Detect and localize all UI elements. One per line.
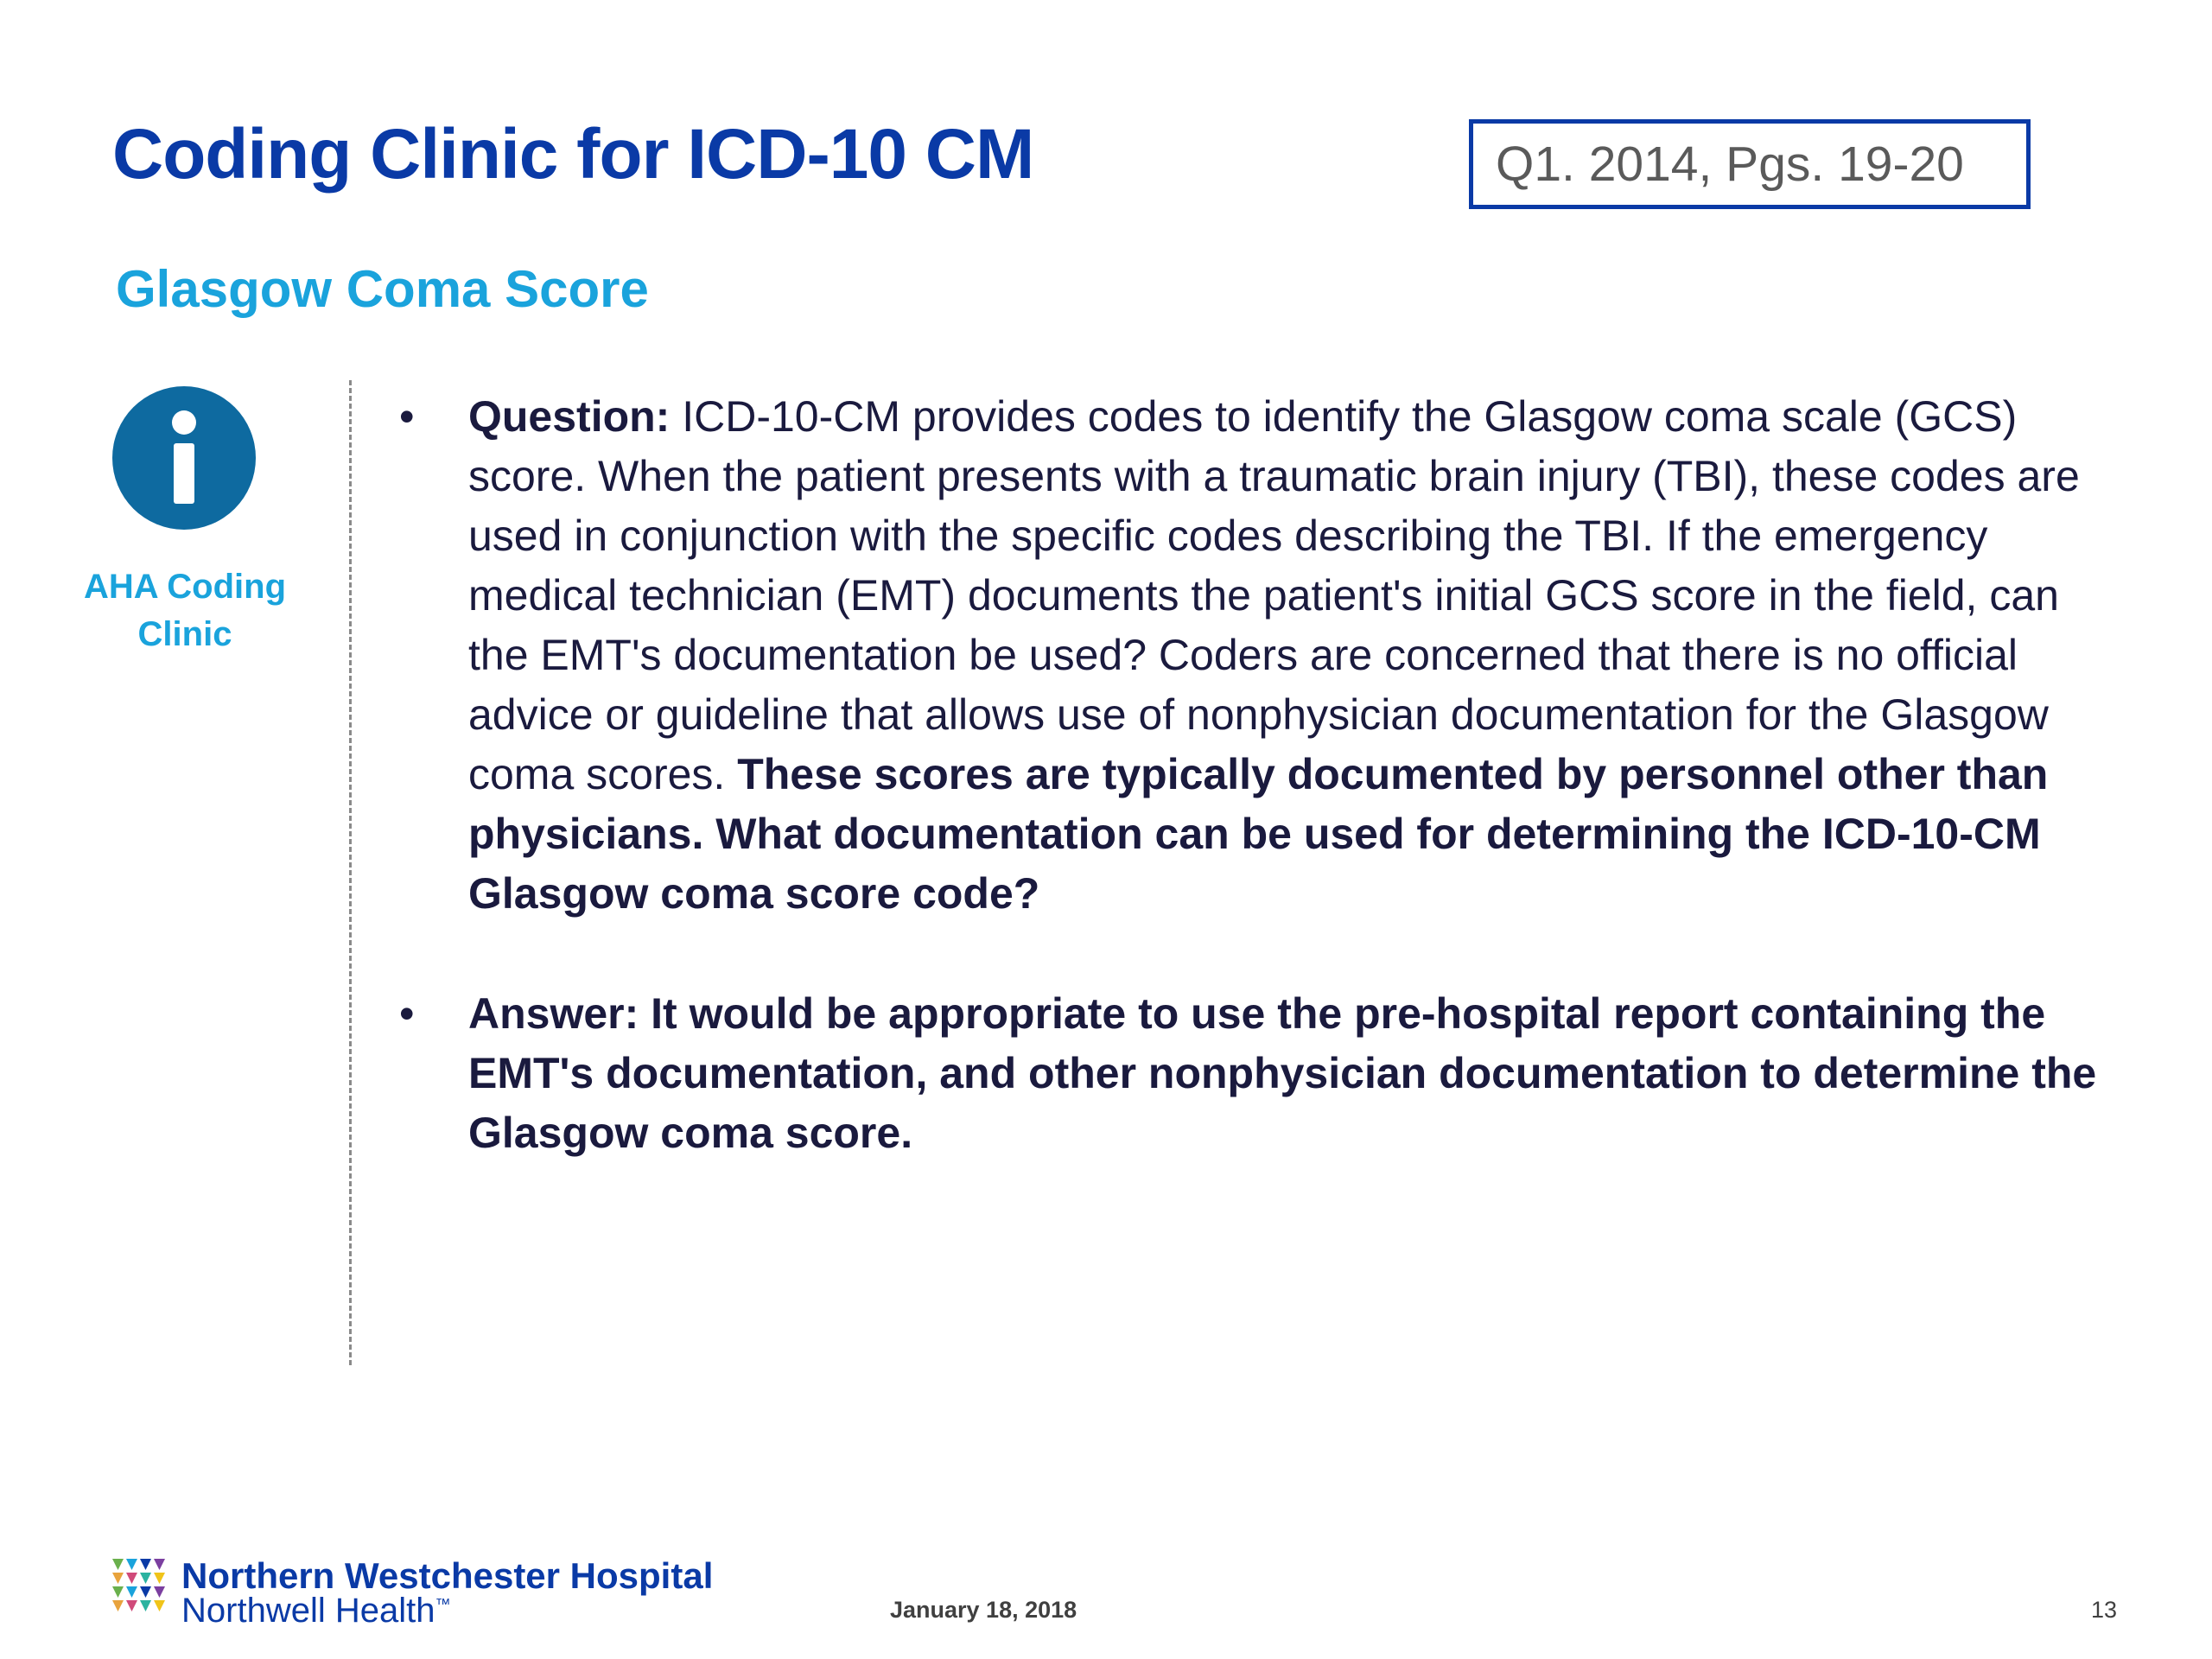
- logo-triangle: [112, 1600, 124, 1611]
- source-label: AHA Coding Clinic: [83, 568, 287, 653]
- info-icon: [112, 386, 256, 530]
- logo-hospital-name: Northern Westchester Hospital: [181, 1555, 714, 1596]
- logo-triangle: [140, 1600, 151, 1611]
- logo-triangle: [112, 1586, 124, 1598]
- logo-triangle: [140, 1586, 151, 1598]
- logo-triangle: [126, 1586, 137, 1598]
- citation-box: [1469, 119, 2031, 209]
- logo-triangle: [154, 1586, 165, 1598]
- logo-triangle: [112, 1559, 124, 1570]
- logo-triangle: [112, 1573, 124, 1584]
- question-text: ICD-10-CM provides codes to identify the Glasgow coma scale (GCS) score. When the patient presents with a traumatic brain injury (TBI), these codes are used in conjunction with the specific codes describing the TBI. If the emergency medical technician (EMT) documents the patient's initial GCS score in the field, can the EMT's documentation be used? Coders are concerned that there is no official advice or guideline that allows use of nonphysician documentation for the Glasgow coma scores.: [468, 392, 2080, 798]
- vertical-divider: [349, 380, 352, 1365]
- answer-text: Answer: It would be appropriate to use the pre-hospital report containing the EMT's documentation, and other nonphysician documentation to determine the Glasgow coma score.: [468, 989, 2097, 1157]
- slide-subtitle: Glasgow Coma Score: [116, 260, 649, 318]
- logo-triangle: [126, 1600, 137, 1611]
- page-number: 13: [2091, 1597, 2118, 1623]
- logo-triangle: [126, 1559, 137, 1570]
- logo-triangle: [126, 1573, 137, 1584]
- content-area: [396, 387, 2124, 1163]
- question-label: Question:: [468, 392, 671, 441]
- question-bullet: [396, 387, 2124, 924]
- logo-triangle: [140, 1559, 151, 1570]
- bullet-marker: •: [399, 392, 415, 441]
- logo-triangle: [154, 1559, 165, 1570]
- logo-triangle: [140, 1573, 151, 1584]
- logo-triangle: [154, 1573, 165, 1584]
- citation-text: Q1. 2014, Pgs. 19-20: [1496, 137, 1964, 192]
- bullet-marker: •: [399, 989, 415, 1038]
- slide-title: Coding Clinic for ICD-10 CM: [112, 115, 1034, 194]
- logo-triangle: [154, 1600, 165, 1611]
- question-emphasis: These scores are typically documented by personnel other than physicians. What documentation can be used for determining the ICD-10-CM Glasgow coma score code?: [468, 750, 2049, 918]
- answer-bullet: [396, 984, 2124, 1163]
- logo-mark-icon: [112, 1559, 169, 1616]
- footer-date: January 18, 2018: [890, 1597, 1077, 1623]
- hospital-logo: [112, 1555, 734, 1630]
- logo-network-name: Northwell Health™: [181, 1592, 451, 1630]
